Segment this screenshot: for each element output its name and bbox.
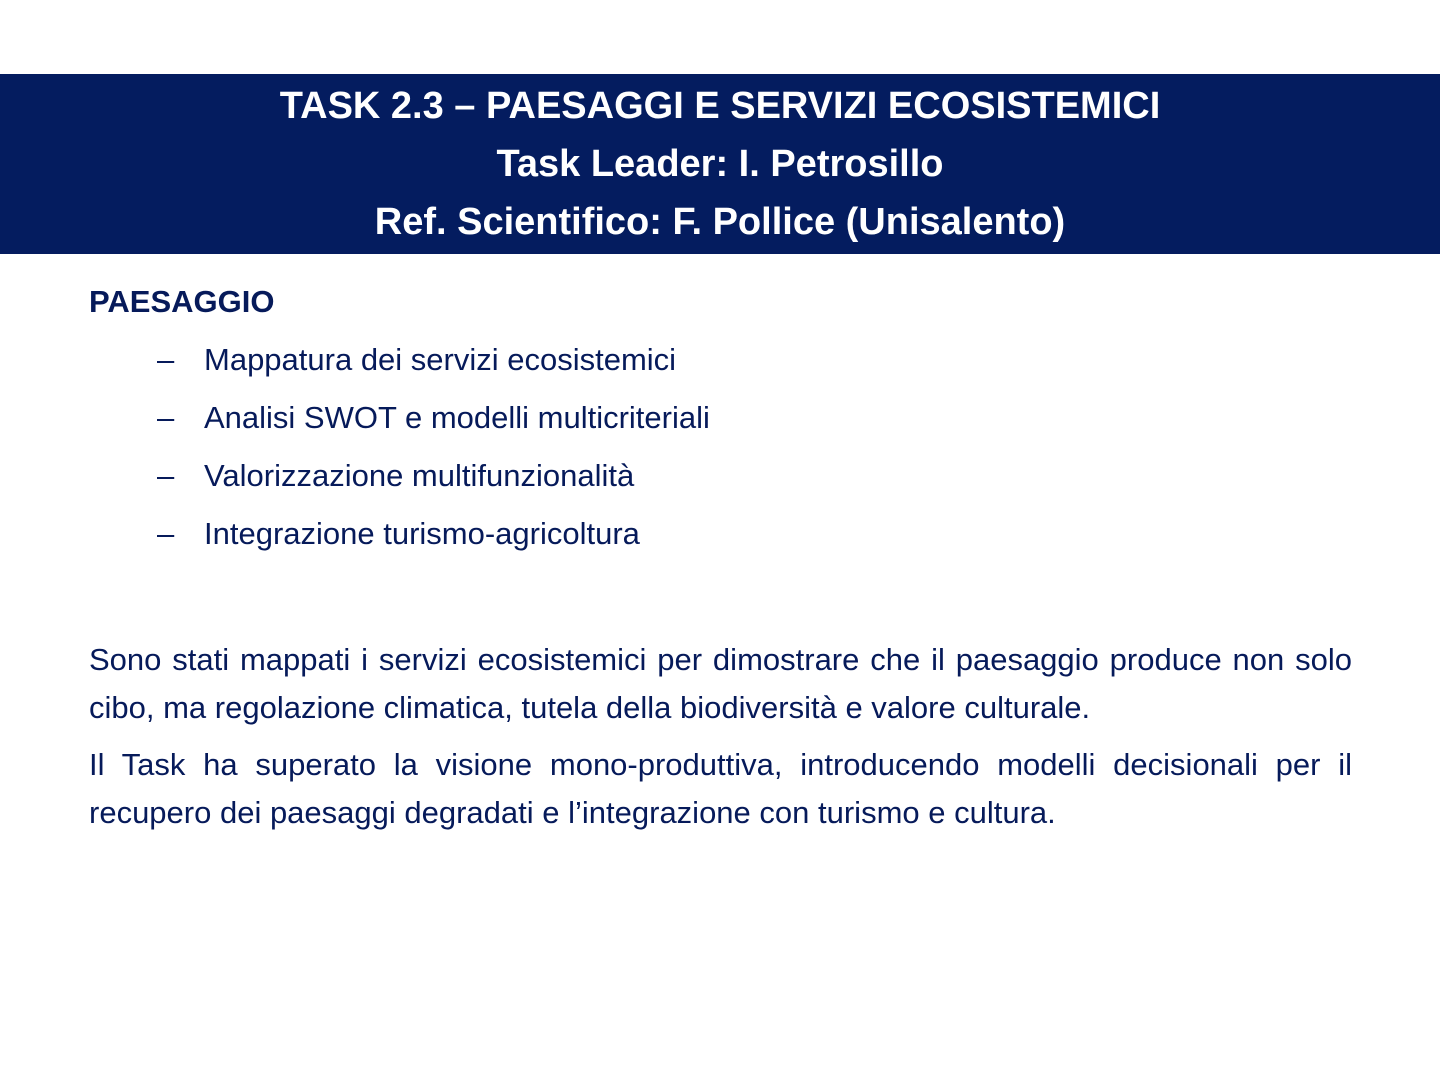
dash-bullet-icon: – — [157, 458, 175, 493]
title-banner — [0, 74, 1440, 254]
scientific-reference: Ref. Scientifico: F. Pollice (Unisalento) — [374, 201, 1066, 243]
slide-body — [89, 280, 1352, 837]
list-item-text: Mappatura dei servizi ecosistemici — [204, 342, 677, 377]
list-item — [89, 396, 1352, 454]
bullet-list — [89, 338, 1352, 570]
section-heading: PAESAGGIO — [89, 284, 275, 319]
list-item — [89, 512, 1352, 570]
task-leader: Task Leader: I. Petrosillo — [496, 143, 944, 185]
dash-bullet-icon: – — [157, 342, 175, 377]
list-item-text: Analisi SWOT e modelli multicriteriali — [204, 400, 710, 435]
list-item-text: Integrazione turismo-agricoltura — [204, 516, 640, 551]
summary-paragraph: Sono stati mappati i servizi ecosistemici per dimostrare che il paesaggio produce non solo cibo, ma regolazione climatica, tutela della biodiversità e valore culturale. — [89, 642, 1352, 725]
conclusion-paragraph: Il Task ha superato la visione mono-produttiva, introducendo modelli decisionali per il recupero dei paesaggi degradati e l’integrazione con turismo e cultura. — [89, 747, 1352, 830]
list-item — [89, 338, 1352, 396]
dash-bullet-icon: – — [157, 400, 175, 435]
list-item-text: Valorizzazione multifunzionalità — [204, 458, 635, 493]
list-item — [89, 454, 1352, 512]
dash-bullet-icon: – — [157, 516, 175, 551]
slide-title: TASK 2.3 – PAESAGGI E SERVIZI ECOSISTEMICI — [279, 85, 1161, 127]
